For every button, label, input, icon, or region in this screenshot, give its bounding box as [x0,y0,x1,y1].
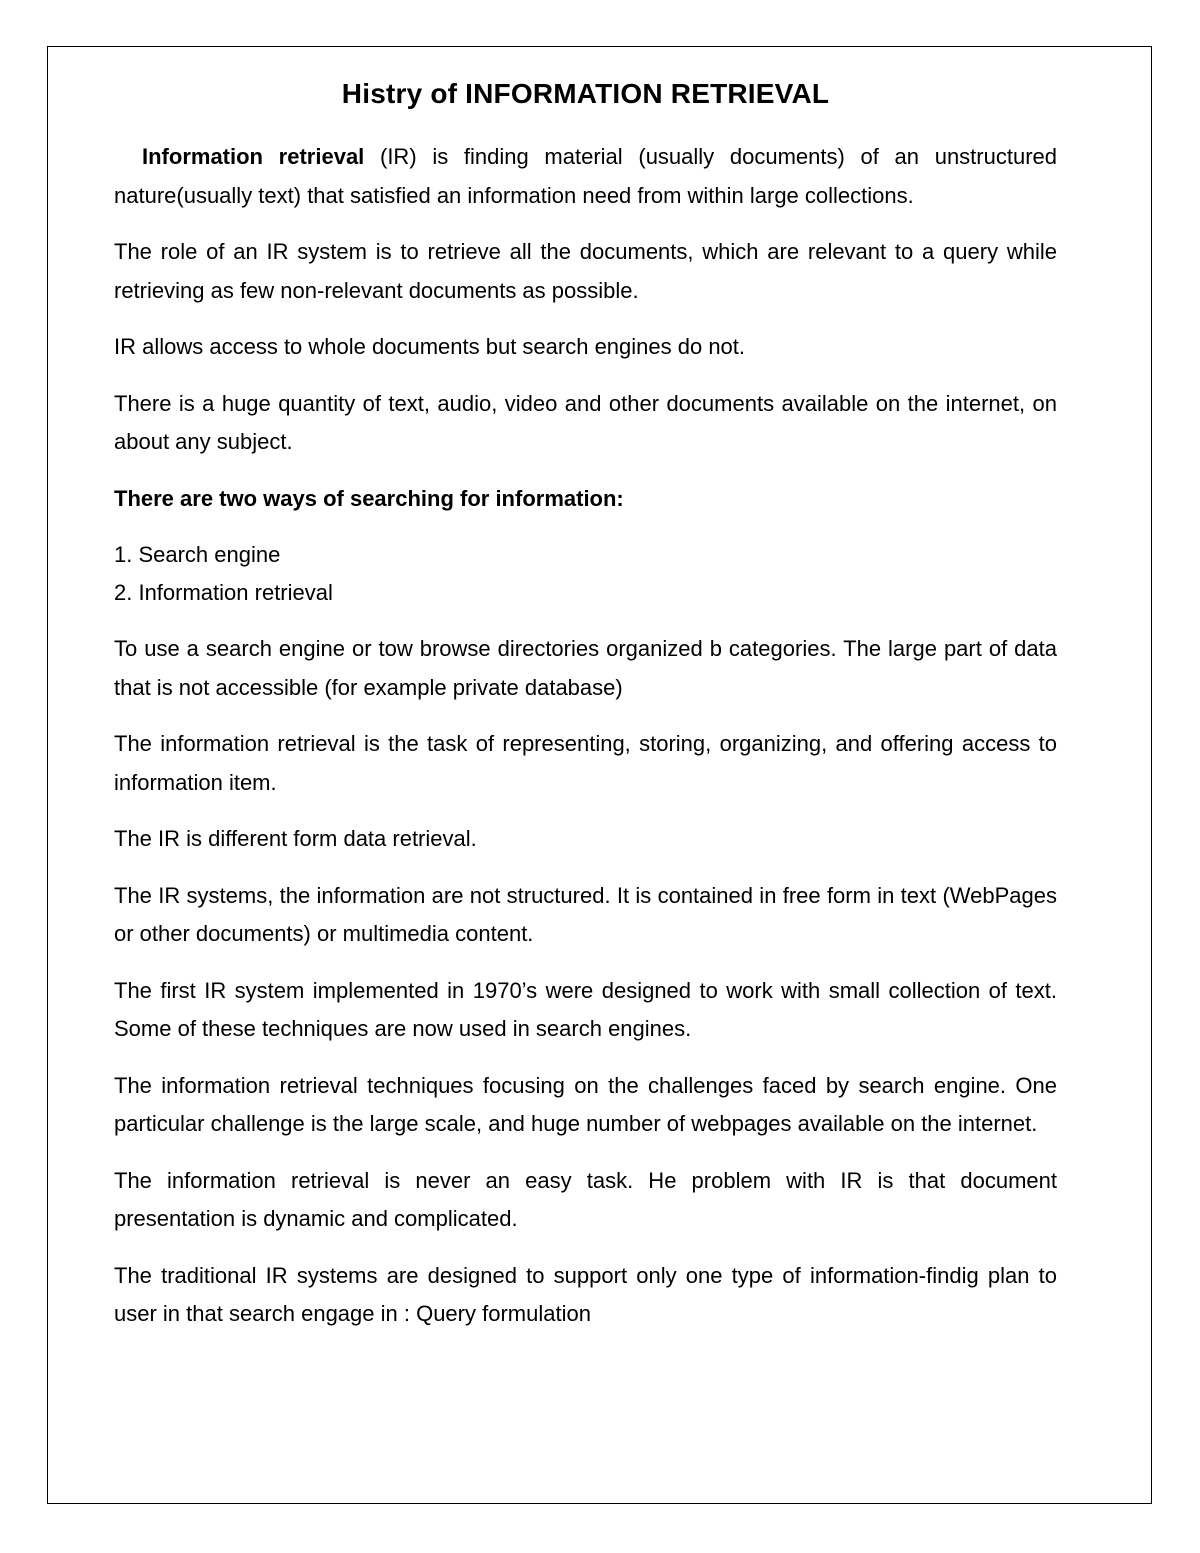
intro-paragraph [114,138,1057,215]
document-body [114,72,1057,1352]
paragraph-difficulty: The information retrieval is never an easy task. He problem with IR is that document presentation is dynamic and complicated. [114,1167,1057,1231]
paragraph-challenges: The information retrieval techniques focusing on the challenges faced by search engine. One particular challenge is the large scale, and huge number of webpages available on the internet. [114,1072,1057,1136]
search-methods-list [114,536,1057,612]
paragraph-history: The first IR system implemented in 1970’s were designed to work with small collection of text. Some of these techniques are now used in search engines. [114,977,1057,1041]
paragraph-traditional: The traditional IR systems are designed to support only one type of information-findig plan to user in that search engage in : Query formulation [114,1262,1057,1326]
paragraph-role: The role of an IR system is to retrieve all the documents, which are relevant to a query while retrieving as few non-relevant documents as possible. [114,239,1057,303]
intro-term: Information retrieval [142,144,365,169]
list-heading: There are two ways of searching for information: [114,485,624,511]
list-item: 1. Search engine [114,542,281,567]
paragraph-quantity: There is a huge quantity of text, audio, video and other documents available on the internet, on about any subject. [114,390,1057,454]
paragraph-difference: The IR is different form data retrieval. [114,826,477,851]
intro-text: (IR) is finding material (usually documents) of an unstructured nature(usually text) that satisfied an information need from within large collections. [114,144,1057,208]
list-item: 2. Information retrieval [114,580,333,605]
document-title: Histry of INFORMATION RETRIEVAL [341,78,830,109]
paragraph-directories: To use a search engine or tow browse directories organized b categories. The large part of data that is not accessible (for example private database) [114,636,1057,700]
paragraph-unstructured: The IR systems, the information are not structured. It is contained in free form in text (WebPages or other documents) or multimedia content. [114,882,1057,946]
paragraph-definition: The information retrieval is the task of representing, storing, organizing, and offering access to information item. [114,731,1057,795]
paragraph-access: IR allows access to whole documents but search engines do not. [114,334,746,359]
